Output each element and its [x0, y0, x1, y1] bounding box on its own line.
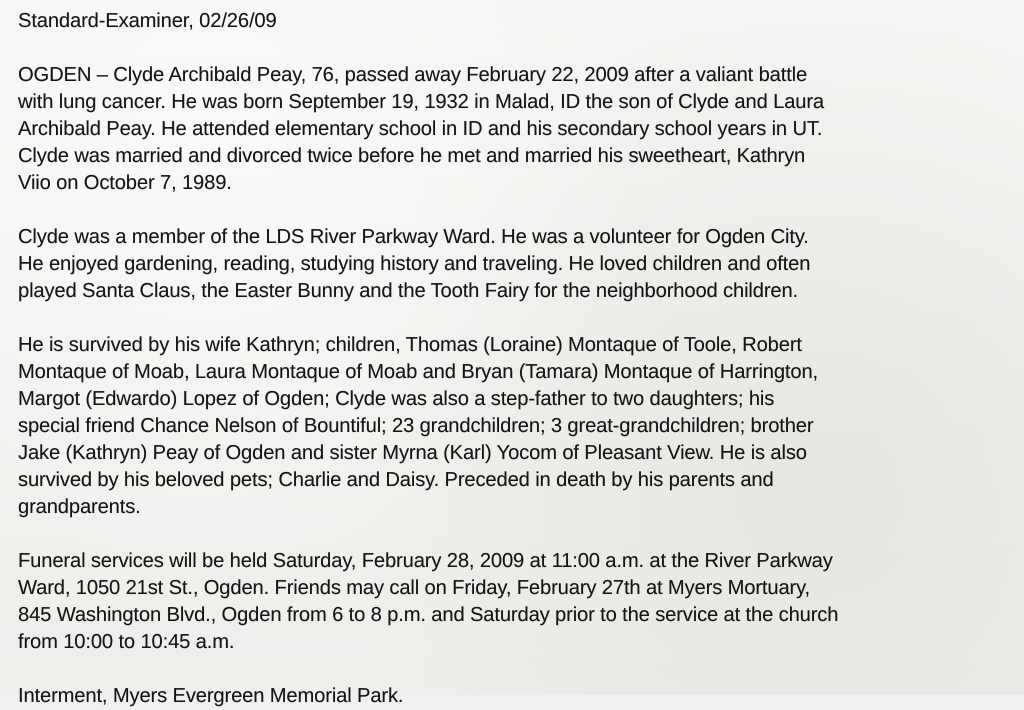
- text-line: Archibald Peay. He attended elementary school in ID and his secondary school years in UT.: [18, 118, 823, 140]
- text-line: Margot (Edwardo) Lopez of Ogden; Clyde was also a step-father to two daughters; his: [18, 388, 775, 410]
- text-line: Clyde was a member of the LDS River Parkway Ward. He was a volunteer for Ogden City.: [18, 226, 809, 248]
- text-line: Ward, 1050 21st St., Ogden. Friends may call on Friday, February 27th at Myers Mortuary,: [18, 577, 811, 599]
- text-line: Funeral services will be held Saturday, February 28, 2009 at 11:00 a.m. at the River Parkway: [18, 550, 833, 572]
- text-line: from 10:00 to 10:45 a.m.: [18, 631, 235, 653]
- paragraph-gap: [18, 656, 1008, 683]
- text-line: He enjoyed gardening, reading, studying history and traveling. He loved children and often: [18, 253, 811, 275]
- text-line: survived by his beloved pets; Charlie and Daisy. Preceded in death by his parents and: [18, 469, 774, 491]
- paragraph-interment: [18, 683, 1008, 710]
- text-line: played Santa Claus, the Easter Bunny and the Tooth Fairy for the neighborhood children.: [18, 280, 799, 302]
- paragraph-gap: [18, 521, 1008, 548]
- text-line: Interment, Myers Evergreen Memorial Park.: [18, 685, 404, 707]
- obituary-text: [18, 8, 1008, 710]
- text-line: with lung cancer. He was born September 19, 1932 in Malad, ID the son of Clyde and Laura: [18, 91, 825, 113]
- paragraph-gap: [18, 305, 1008, 332]
- text-line: Jake (Kathryn) Peay of Ogden and sister Myrna (Karl) Yocom of Pleasant View. He is also: [18, 442, 807, 464]
- paragraph-survivors: [18, 332, 1008, 521]
- publication-header: Standard-Examiner, 02/26/09: [18, 10, 277, 32]
- paragraph-services: [18, 548, 1008, 656]
- text-line: special friend Chance Nelson of Bountiful; 23 grandchildren; 3 great-grandchildren; brother: [18, 415, 814, 437]
- text-line: Clyde was married and divorced twice before he met and married his sweetheart, Kathryn: [18, 145, 806, 167]
- paragraph-gap: [18, 197, 1008, 224]
- text-line: grandparents.: [18, 496, 141, 518]
- paragraph-gap: [18, 35, 1008, 62]
- paragraph-biography: [18, 62, 1008, 197]
- text-line: Montaque of Moab, Laura Montaque of Moab and Bryan (Tamara) Montaque of Harrington,: [18, 361, 819, 383]
- text-line: OGDEN – Clyde Archibald Peay, 76, passed away February 22, 2009 after a valiant battle: [18, 64, 808, 86]
- text-line: Viio on October 7, 1989.: [18, 172, 232, 194]
- paragraph-interests: [18, 224, 1008, 305]
- text-line: He is survived by his wife Kathryn; children, Thomas (Loraine) Montaque of Toole, Robert: [18, 334, 802, 356]
- text-line: 845 Washington Blvd., Ogden from 6 to 8 p.m. and Saturday prior to the service at the church: [18, 604, 839, 626]
